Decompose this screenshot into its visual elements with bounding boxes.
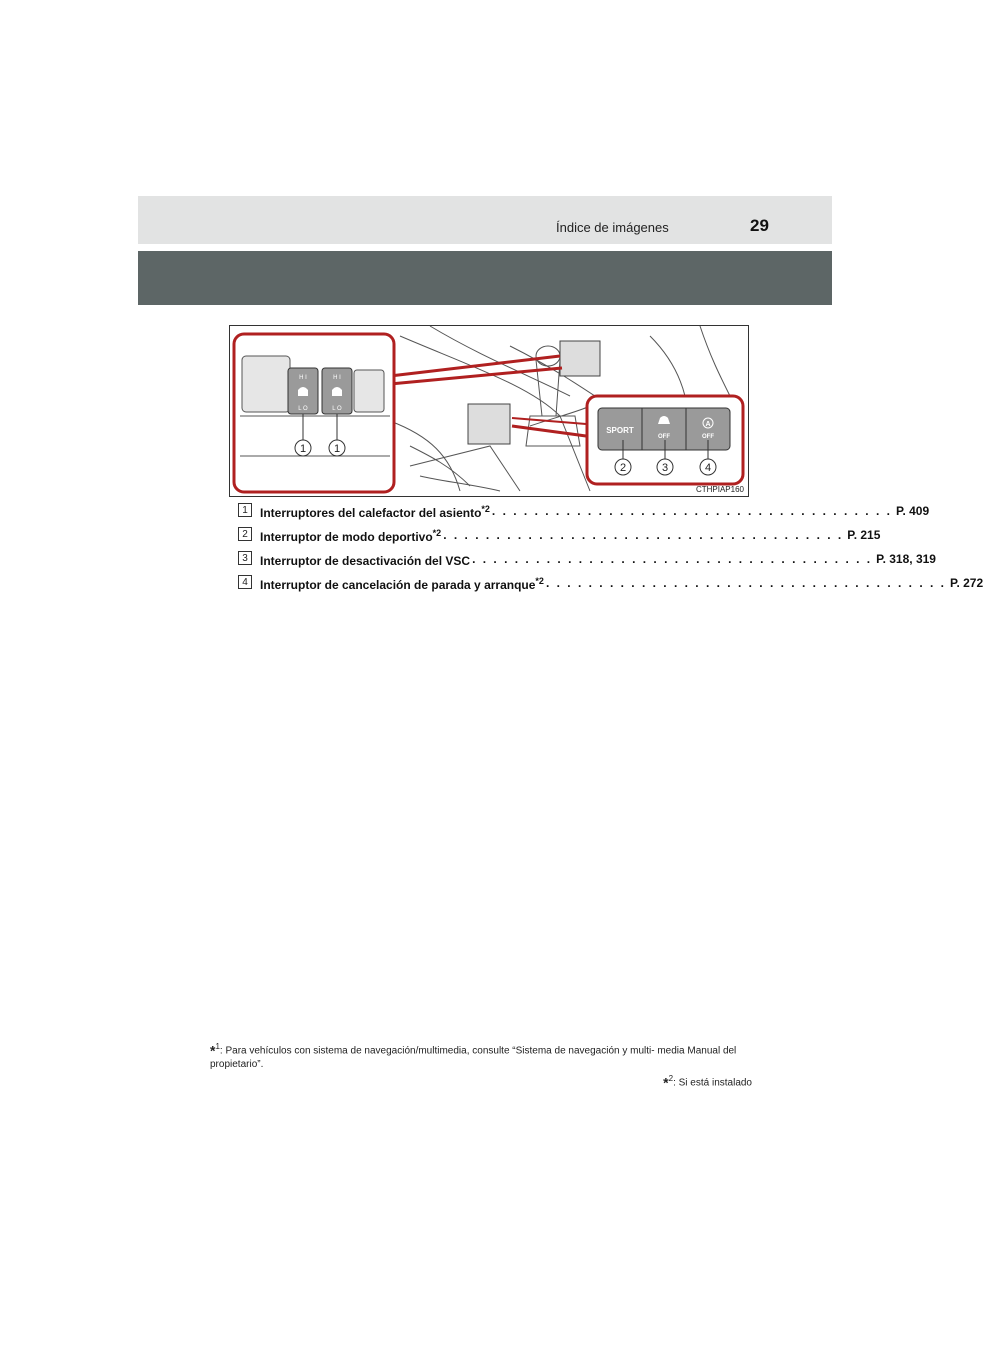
page-number: 29	[750, 216, 769, 235]
sport-label: SPORT	[606, 426, 634, 435]
leader-dots: . . . . . . . . . . . . . . . . . . . . . . . . . . . . . . . . . . . . . .	[443, 528, 844, 542]
item-footnote-ref: *2	[535, 576, 544, 586]
item-label: Interruptores del calefactor del asiento$^{*2}$	[260, 504, 490, 520]
hi-label-left: H I	[299, 375, 307, 381]
vsc-off-label: OFF	[658, 434, 670, 440]
item-number: 2	[238, 527, 252, 541]
item-footnote-ref: *2	[481, 504, 490, 514]
item-number: 3	[238, 551, 252, 565]
item-number: 4	[238, 575, 252, 589]
index-item	[238, 525, 881, 549]
lo-label-right: L O	[332, 406, 342, 412]
item-page-ref[interactable]: P. 215	[847, 528, 881, 542]
leader-dots: . . . . . . . . . . . . . . . . . . . . . . . . . . . . . . . . . . . . . .	[491, 504, 892, 518]
section-title: Índice de imágenes	[556, 220, 669, 235]
leader-dots: . . . . . . . . . . . . . . . . . . . . . . . . . . . . . . . . . . . . . .	[545, 576, 946, 590]
index-item	[238, 573, 983, 597]
footnote-star: *	[663, 1074, 669, 1091]
callout-1a: 1	[299, 443, 307, 455]
leader-dots: . . . . . . . . . . . . . . . . . . . . . . . . . . . . . . . . . . . . . .	[472, 552, 873, 566]
item-label: Interruptor de cancelación de parada y arranque$^{*2}$	[260, 576, 544, 592]
switch-area-upper	[560, 341, 600, 376]
leader-line-right-2	[512, 418, 586, 424]
footnote-1	[210, 1040, 752, 1072]
console-illustration	[229, 325, 749, 497]
index-item	[238, 549, 936, 573]
leader-line-right	[512, 426, 586, 436]
index-list	[238, 501, 983, 597]
leader-line-left-2	[390, 368, 562, 384]
callout-4: 4	[704, 462, 712, 474]
item-footnote-ref: *2	[432, 528, 442, 538]
item-label: Interruptor de desactivación del VSC	[260, 554, 471, 568]
header-bar	[138, 196, 832, 244]
footnote-1-text: : Para vehículos con sistema de navegación/multimedia, consulte “Sistema de navegación y multi- media Manual del propietario”.	[210, 1045, 737, 1071]
leader-line-left	[390, 356, 560, 376]
switch-area-lower	[468, 404, 510, 444]
item-label: Interruptor de modo deportivo$^{*2}$	[260, 528, 442, 544]
index-item	[238, 501, 930, 525]
footnote-2	[210, 1072, 752, 1090]
item-page-ref[interactable]: P. 318, 319	[876, 552, 936, 566]
lo-label-left: L O	[298, 406, 308, 412]
hi-label-right: H I	[333, 375, 341, 381]
side-panel	[354, 370, 384, 412]
figure-code: CTHPIAP160	[695, 485, 744, 494]
section-band	[138, 251, 832, 305]
item-page-ref[interactable]: P. 272	[950, 576, 983, 590]
item-number: 1	[238, 503, 252, 517]
footnotes	[210, 1040, 752, 1091]
footnote-1-marker: 1	[215, 1042, 220, 1051]
callout-2: 2	[619, 462, 627, 474]
footnote-star: *	[210, 1042, 216, 1059]
stop-start-off-label: OFF	[702, 434, 714, 440]
callout-3: 3	[661, 462, 669, 474]
footnote-2-text: : Si está instalado	[673, 1077, 752, 1089]
stop-start-symbol: A	[705, 421, 711, 428]
cup-panel	[242, 356, 290, 412]
console-drawing	[230, 326, 748, 496]
callout-1b: 1	[333, 443, 341, 455]
item-page-ref[interactable]: P. 409	[895, 504, 930, 518]
footnote-2-marker: 2	[668, 1074, 674, 1084]
